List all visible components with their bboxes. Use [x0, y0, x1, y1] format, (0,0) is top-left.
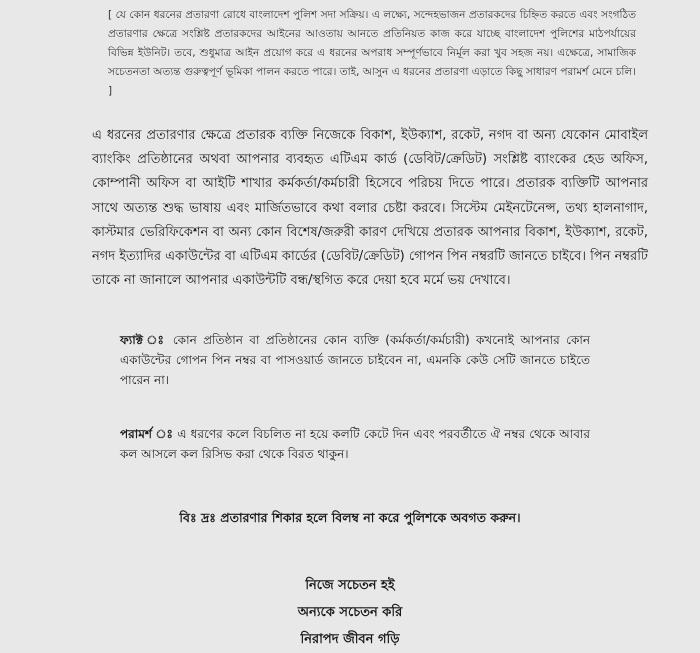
fact-text: কোন প্রতিষ্ঠান বা প্রতিষ্ঠানের কোন ব্যক্তি (কর্মকর্তা/কর্মচারী) কখনোই আপনার কোন একাউন্টের গোপন পিন নম্বর বা পাসওয়ার্ড জানতে চাইবেন না, এমনকি কেউ সেটি জানতে চাইতে পারেন না।	[120, 333, 590, 387]
fact-block	[120, 330, 590, 390]
advice-label: পরামর্শ ঃ	[120, 427, 174, 441]
slogan-line: অন্যকে সচেতন করি	[297, 605, 403, 620]
advice-text: এ ধরণের কলে বিচলিত না হয়ে কলটি কেটে দিন এবং পরবর্তীতে ঐ নম্বর থেকে আবার কল আসলে কল রিসিভ করা থেকে বিরত থাকুন।	[120, 427, 590, 461]
slogans	[0, 572, 700, 653]
slogan-line: নিরাপদ জীবন গড়ি	[300, 632, 400, 647]
main-paragraph: এ ধরনের প্রতারণার ক্ষেত্রে প্রতারক ব্যক্তি নিজেকে বিকাশ, ইউক্যাশ, রকেট, নগদ বা অন্য যেকোন মোবাইল ব্যাংকিং প্রতিষ্ঠানের অথবা আপনার ব্যবহৃত এটিএম কার্ড (ডেবিট/ক্রেডিট) সংশ্লিষ্ট ব্যাংকের হেড অফিস, কোম্পানী অফিস বা আইটি শাখার কর্মকর্তা/কর্মচারী হিসেবে পরিচয় দিতে পারে। প্রতারক ব্যক্তিটি আপনার সাথে অত্যন্ত শুদ্ধ ভাষায় এবং মার্জিতভাবে কথা বলার চেষ্টা করবে। সিস্টেম মেইনটেনেন্স, তথ্য হালনাগাদ, কাস্টমার ভেরিফিকেশন বা অন্য কোন বিশেষ/জরুরী কারণ দেখিয়ে প্রতারক আপনার বিকাশ, ইউক্যাশ, রকেট, নগদ ইত্যাদির একাউন্টের বা এটিএম কার্ডের (ডেবিট/ক্রেডিট) গোপন পিন নম্বরটি জানতে চাইবে। পিন নম্বরটি তাকে না জানালে আপনার একাউন্টটি বন্ধ/স্থগিত করে দেয়া হবে মর্মে ভয় দেখাবে।	[92, 128, 648, 289]
slogan-line: নিজে সচেতন হই	[305, 578, 395, 593]
intro-note: [ যে কোন ধরনের প্রতারণা রোধে বাংলাদেশ পুলিশ সদা সক্রিয়। এ লক্ষ্যে, সন্দেহভাজন প্রতারকদের চিহ্নিত করতে এবং সংগঠিত প্রতারণার ক্ষেত্রে সংশ্লিষ্ট প্রতারকদের আইনের আওতায় আনতে প্রতিনিয়ত কাজ করে যাচ্ছে বাংলাদেশ পুলিশের মাঠপর্যায়ের বিভিন্ন ইউনিট। তবে, শুধুমাত্র আইন প্রয়োগ করে এ ধরনের অপরাধ সম্পূর্ণভাবে নির্মূল করা খুব সহজ নয়। এক্ষেত্রে, সামাজিক সচেতনতা অত্যন্ত গুরুত্বপূর্ণ ভূমিকা পালন করতে পারে। তাই, আসুন এ ধরনের প্রতারণা এড়াতে কিছু সাধারণ পরামর্শ মেনে চলি। ]	[108, 9, 636, 97]
fact-label: ফ্যাক্ট ঃ	[120, 333, 167, 347]
advice-block	[120, 424, 590, 464]
nb-note: বিঃ দ্রঃ প্রতারণার শিকার হলে বিলম্ব না করে পুলিশকে অবগত করুন।	[179, 510, 521, 525]
